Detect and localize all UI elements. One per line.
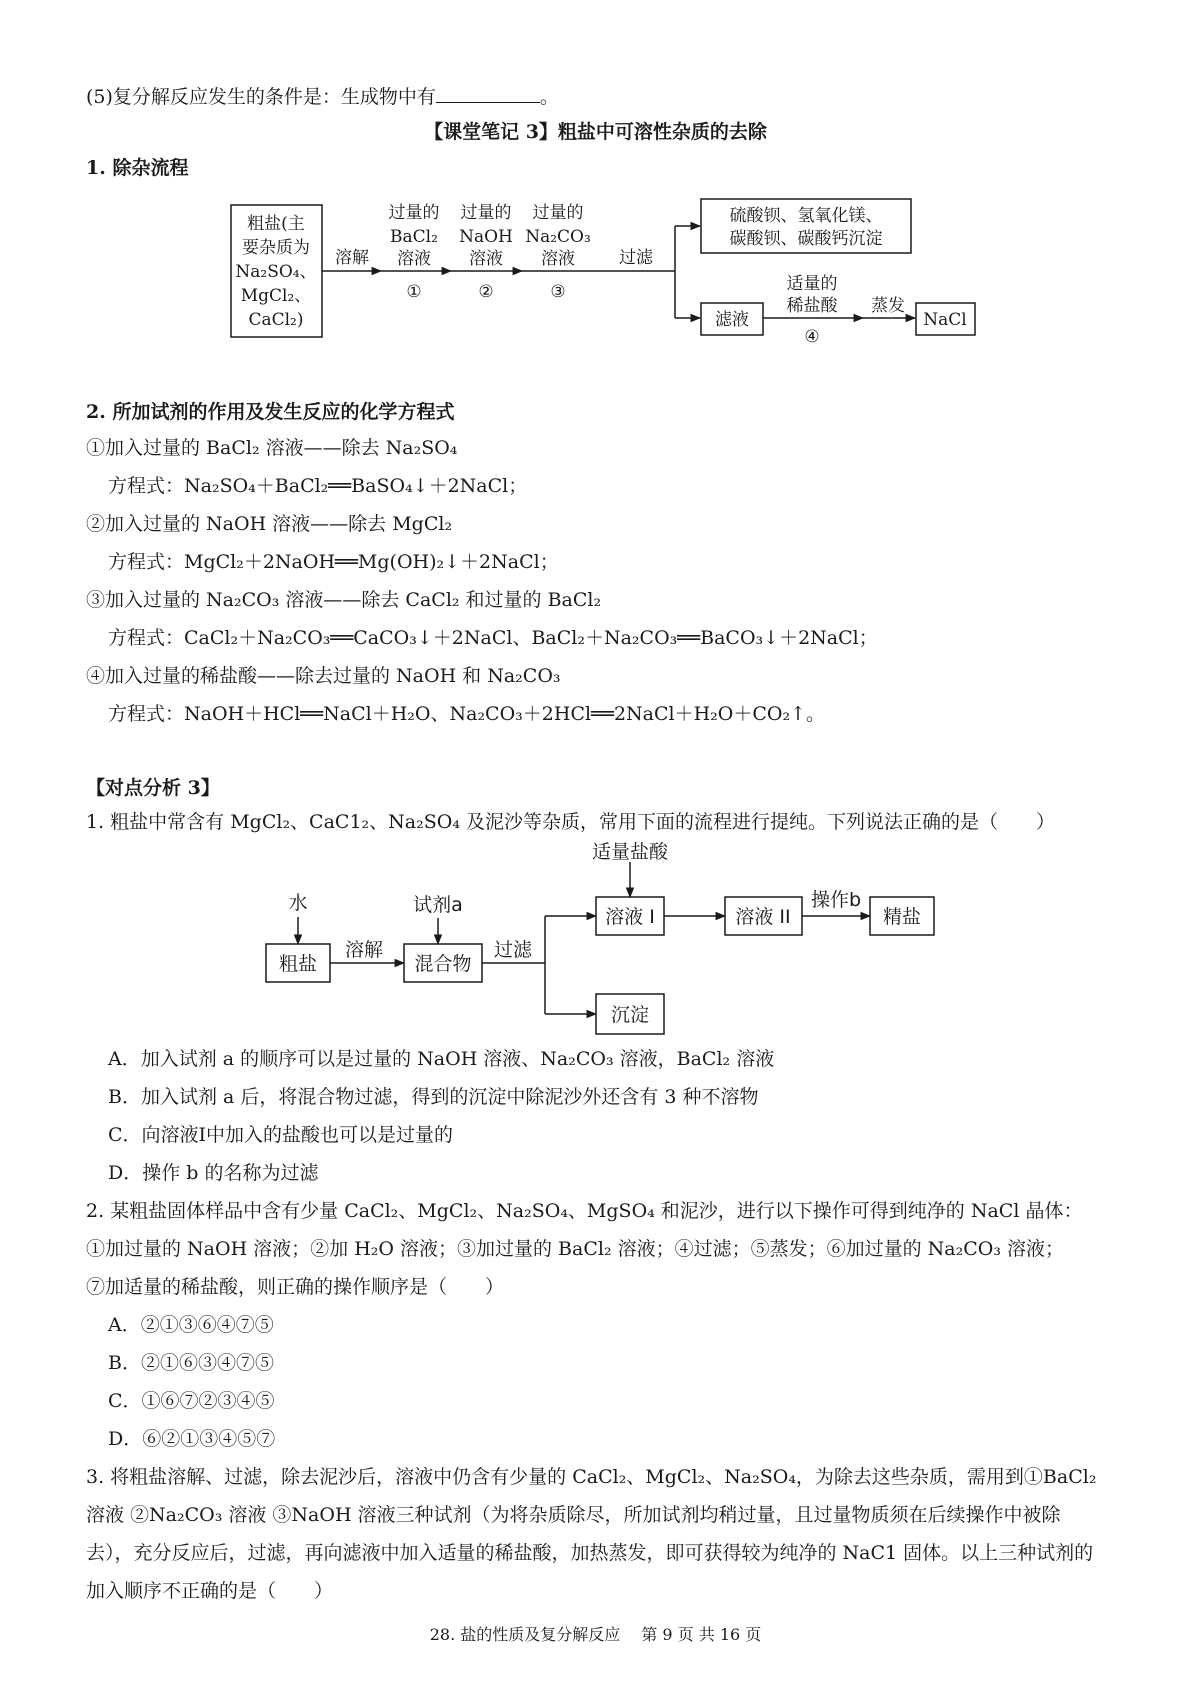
q2-option-a[interactable]: A．②①③⑥④⑦⑤ bbox=[108, 1314, 274, 1336]
q1-flow-diagram bbox=[0, 840, 1191, 1040]
evaporate-label: 蒸发 bbox=[871, 296, 905, 316]
analysis-title: 【对点分析 3】 bbox=[86, 777, 220, 799]
q3-text: 3. 将粗盐溶解、过滤，除去泥沙后，溶液中仍含有少量的 CaCl₂、MgCl₂、Na₂SO₄，为除去这些杂质，需用到①BaCl₂ 溶液 ②Na₂CO₃ 溶液 ③NaOH 溶液三种试剂（为将杂质除尽，所加试剂均稍过量，且过量物质须在后续操作中被除去），充分反应后，过滤，再向滤液中加入适量的稀盐酸，加热蒸发，即可获得较为纯净的 NaC1 固体。以上三种试剂的加入顺序不正确的是（ ） bbox=[86, 1466, 1097, 1602]
crude-line: MgCl₂、 bbox=[240, 286, 312, 306]
precipitate-line: 碳酸钡、碳酸钙沉淀 bbox=[729, 229, 883, 249]
equation-1: 方程式：Na₂SO₄＋BaCl₂══BaSO₄↓＋2NaCl； bbox=[108, 475, 528, 497]
step3-line: 溶液 bbox=[541, 249, 575, 269]
step4-line: 稀盐酸 bbox=[786, 296, 838, 316]
step3-number: ③ bbox=[550, 282, 566, 302]
nacl-label: NaCl bbox=[923, 310, 967, 330]
q1-option-b[interactable]: B．加入试剂 a 后，将混合物过滤，得到的沉淀中除泥沙外还含有 3 种不溶物 bbox=[108, 1086, 759, 1108]
step1-number: ① bbox=[406, 282, 422, 302]
filter-label: 过滤 bbox=[619, 248, 653, 268]
crude-line: CaCl₂) bbox=[248, 310, 304, 330]
dissolve-label: 溶解 bbox=[344, 939, 384, 961]
q1-stem: 1. 粗盐中常含有 MgCl₂、CaC1₂、Na₂SO₄ 及泥沙等杂质，常用下面的流程进行提纯。下列说法正确的是（ ） bbox=[86, 811, 1055, 833]
crude-line: Na₂SO₄、 bbox=[235, 262, 317, 282]
step2-line: 溶液 bbox=[469, 249, 503, 269]
q2-option-d[interactable]: D．⑥②①③④⑤⑦ bbox=[108, 1428, 276, 1450]
step3-line: Na₂CO₃ bbox=[525, 227, 591, 247]
filter-label: 过滤 bbox=[493, 939, 533, 961]
step1-line: 过量的 bbox=[388, 203, 440, 223]
q2-option-b[interactable]: B．②①⑥③④⑦⑤ bbox=[108, 1352, 274, 1374]
mixture-label: 混合物 bbox=[414, 953, 472, 975]
equation-2: 方程式：MgCl₂＋2NaOH══Mg(OH)₂↓＋2NaCl； bbox=[108, 551, 559, 573]
operation-b-label: 操作b bbox=[810, 889, 862, 911]
reagent-2: ②加入过量的 NaOH 溶液——除去 MgCl₂ bbox=[86, 513, 453, 535]
crude-line: 要杂质为 bbox=[242, 238, 310, 258]
q2-line: ⑦加适量的稀盐酸，则正确的操作顺序是（ ） bbox=[86, 1276, 505, 1298]
q1-option-c[interactable]: C．向溶液I中加入的盐酸也可以是过量的 bbox=[108, 1124, 454, 1146]
note-title: 【课堂笔记 3】粗盐中可溶性杂质的去除 bbox=[424, 121, 767, 143]
step2-line: NaOH bbox=[459, 227, 513, 247]
equation-3: 方程式：CaCl₂＋Na₂CO₃══CaCO₃↓＋2NaCl、BaCl₂＋Na₂CO₃══BaCO₃↓＋2NaCl； bbox=[108, 627, 878, 649]
reagent-3: ③加入过量的 Na₂CO₃ 溶液——除去 CaCl₂ 和过量的 BaCl₂ bbox=[86, 589, 602, 611]
page-footer: 28. 盐的性质及复分解反应 第 9 页 共 16 页 bbox=[429, 1625, 762, 1644]
filtrate-label: 滤液 bbox=[715, 310, 749, 330]
step1-line: BaCl₂ bbox=[390, 227, 438, 247]
water-label: 水 bbox=[288, 892, 308, 914]
step1-line: 溶液 bbox=[397, 249, 431, 269]
q1-option-a[interactable]: A．加入试剂 a 的顺序可以是过量的 NaOH 溶液、Na₂CO₃ 溶液，BaCl₂ 溶液 bbox=[108, 1048, 775, 1070]
section2-title: 2. 所加试剂的作用及发生反应的化学方程式 bbox=[86, 401, 455, 423]
precipitate-line: 硫酸钡、氢氧化镁、 bbox=[729, 206, 883, 226]
q5-prefix: (5)复分解反应发生的条件是：生成物中有 bbox=[86, 86, 436, 108]
equation-4: 方程式：NaOH＋HCl══NaCl＋H₂O、Na₂CO₃＋2HCl══2NaCl＋H₂O＋CO₂↑。 bbox=[108, 703, 826, 725]
q2-option-c[interactable]: C．①⑥⑦②③④⑤ bbox=[108, 1390, 275, 1412]
q2-line: 2. 某粗盐固体样品中含有少量 CaCl₂、MgCl₂、Na₂SO₄、MgSO₄ 和泥沙，进行以下操作可得到纯净的 NaCl 晶体： bbox=[86, 1200, 1083, 1222]
step3-line: 过量的 bbox=[532, 203, 584, 223]
reagent-1: ①加入过量的 BaCl₂ 溶液——除去 Na₂SO₄ bbox=[86, 437, 458, 459]
reagent-4: ④加入过量的稀盐酸——除去过量的 NaOH 和 Na₂CO₃ bbox=[86, 665, 561, 687]
solution1-label: 溶液 I bbox=[605, 906, 655, 928]
step4-line: 适量的 bbox=[786, 274, 838, 294]
step4-number: ④ bbox=[804, 327, 820, 347]
precipitate-label: 沉淀 bbox=[610, 1004, 650, 1026]
step2-line: 过量的 bbox=[460, 203, 512, 223]
crude-line: 粗盐(主 bbox=[247, 214, 305, 234]
acid-label: 适量盐酸 bbox=[591, 841, 669, 863]
reagent-a-label: 试剂a bbox=[413, 894, 463, 916]
section1-title: 1. 除杂流程 bbox=[86, 157, 189, 179]
purification-flow-diagram bbox=[0, 0, 1191, 360]
product-label: 精盐 bbox=[882, 906, 922, 928]
crude-label: 粗盐 bbox=[278, 953, 318, 975]
step2-number: ② bbox=[478, 282, 494, 302]
q2-line: ①加过量的 NaOH 溶液；②加 H₂O 溶液；③加过量的 BaCl₂ 溶液；④过滤；⑤蒸发；⑥加过量的 Na₂CO₃ 溶液； bbox=[86, 1238, 1065, 1260]
solution2-label: 溶液 II bbox=[735, 906, 791, 928]
q1-option-d[interactable]: D．操作 b 的名称为过滤 bbox=[108, 1162, 319, 1184]
q5-suffix: 。 bbox=[539, 86, 559, 108]
dissolve-label: 溶解 bbox=[335, 248, 369, 268]
